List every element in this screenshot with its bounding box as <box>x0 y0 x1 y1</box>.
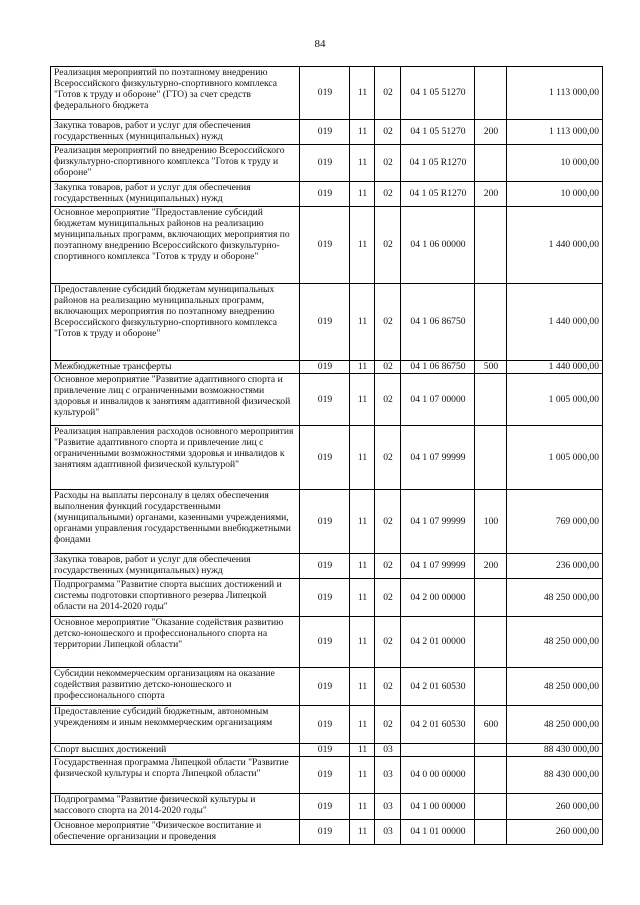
row-amount: 48 250 000,00 <box>507 617 603 668</box>
table-row <box>51 820 603 845</box>
row-target-article: 04 1 07 99999 <box>401 426 475 490</box>
row-subsection-code: 02 <box>375 120 401 145</box>
table-row <box>51 120 603 145</box>
row-subsection-code: 03 <box>375 794 401 820</box>
row-ministry-code: 019 <box>300 426 350 490</box>
row-section-code: 11 <box>350 120 375 145</box>
row-ministry-code: 019 <box>300 744 350 757</box>
table-row <box>51 284 603 361</box>
row-amount: 1 113 000,00 <box>507 67 603 120</box>
row-name: Закупка товаров, работ и услуг для обеспечения государственных (муниципальных) нужд <box>51 120 300 145</box>
table-row <box>51 554 603 579</box>
row-target-article: 04 1 06 00000 <box>401 207 475 284</box>
row-target-article: 04 1 07 99999 <box>401 490 475 554</box>
row-name: Основное мероприятие "Развитие адаптивного спорта и привлечение лиц с ограниченными возможностями здоровья и инвалидов к занятиям адаптивной физической культурой" <box>51 374 300 426</box>
row-name: Подпрограмма "Развитие физической культуры и массового спорта на 2014-2020 годы" <box>51 794 300 820</box>
row-subsection-code: 02 <box>375 67 401 120</box>
row-ministry-code: 019 <box>300 617 350 668</box>
row-target-article: 04 1 05 51270 <box>401 67 475 120</box>
row-ministry-code: 019 <box>300 120 350 145</box>
budget-table-body <box>51 67 603 845</box>
row-ministry-code: 019 <box>300 284 350 361</box>
row-amount: 88 430 000,00 <box>507 744 603 757</box>
row-ministry-code: 019 <box>300 554 350 579</box>
row-section-code: 11 <box>350 617 375 668</box>
row-ministry-code: 019 <box>300 67 350 120</box>
row-amount: 10 000,00 <box>507 182 603 207</box>
row-name: Межбюджетные трансферты <box>51 361 300 374</box>
row-section-code: 11 <box>350 490 375 554</box>
row-name: Спорт высших достижений <box>51 744 300 757</box>
row-amount: 1 440 000,00 <box>507 361 603 374</box>
row-ministry-code: 019 <box>300 374 350 426</box>
table-row <box>51 182 603 207</box>
row-expense-type <box>475 145 507 182</box>
row-section-code: 11 <box>350 744 375 757</box>
table-row <box>51 67 603 120</box>
row-target-article: 04 2 01 60530 <box>401 668 475 706</box>
row-name: Субсидии некоммерческим организациям на оказание содействия развитию детско-юношеского и профессионального спорта <box>51 668 300 706</box>
row-subsection-code: 03 <box>375 744 401 757</box>
row-expense-type <box>475 794 507 820</box>
row-ministry-code: 019 <box>300 579 350 617</box>
row-amount: 10 000,00 <box>507 145 603 182</box>
row-ministry-code: 019 <box>300 794 350 820</box>
row-name: Основное мероприятие "Физическое воспитание и обеспечение организации и проведения <box>51 820 300 845</box>
row-section-code: 11 <box>350 706 375 744</box>
row-section-code: 11 <box>350 554 375 579</box>
row-subsection-code: 02 <box>375 579 401 617</box>
table-row <box>51 794 603 820</box>
row-amount: 48 250 000,00 <box>507 579 603 617</box>
row-section-code: 11 <box>350 361 375 374</box>
budget-table <box>50 66 603 845</box>
row-target-article: 04 1 01 00000 <box>401 820 475 845</box>
row-target-article: 04 1 05 R1270 <box>401 182 475 207</box>
row-expense-type <box>475 744 507 757</box>
row-section-code: 11 <box>350 426 375 490</box>
row-expense-type: 200 <box>475 120 507 145</box>
row-target-article <box>401 744 475 757</box>
row-expense-type <box>475 757 507 794</box>
row-ministry-code: 019 <box>300 706 350 744</box>
table-row <box>51 706 603 744</box>
row-section-code: 11 <box>350 145 375 182</box>
table-row <box>51 744 603 757</box>
row-target-article: 04 2 01 00000 <box>401 617 475 668</box>
row-subsection-code: 03 <box>375 820 401 845</box>
row-expense-type <box>475 374 507 426</box>
row-ministry-code: 019 <box>300 490 350 554</box>
row-amount: 1 440 000,00 <box>507 284 603 361</box>
row-amount: 769 000,00 <box>507 490 603 554</box>
row-expense-type: 200 <box>475 182 507 207</box>
row-target-article: 04 1 00 00000 <box>401 794 475 820</box>
row-section-code: 11 <box>350 284 375 361</box>
row-subsection-code: 02 <box>375 668 401 706</box>
row-amount: 1 113 000,00 <box>507 120 603 145</box>
row-target-article: 04 2 00 00000 <box>401 579 475 617</box>
row-name: Реализация мероприятий по внедрению Всероссийского физкультурно-спортивного комплекса "Готов к труду и обороне" <box>51 145 300 182</box>
row-section-code: 11 <box>350 794 375 820</box>
row-name: Закупка товаров, работ и услуг для обеспечения государственных (муниципальных) нужд <box>51 182 300 207</box>
row-section-code: 11 <box>350 579 375 617</box>
row-expense-type: 500 <box>475 361 507 374</box>
row-amount: 48 250 000,00 <box>507 668 603 706</box>
row-section-code: 11 <box>350 374 375 426</box>
row-expense-type <box>475 284 507 361</box>
row-name: Подпрограмма "Развитие спорта высших достижений и системы подготовки спортивного резерва Липецкой области на 2014-2020 годы" <box>51 579 300 617</box>
row-amount: 1 005 000,00 <box>507 374 603 426</box>
row-target-article: 04 2 01 60530 <box>401 706 475 744</box>
row-name: Предоставление субсидий бюджетам муниципальных районов на реализацию муниципальных программ, включающих мероприятия по поэтапному внедрению Всероссийского физкультурно-спортивного комплекса "Готов к труду и обороне" <box>51 284 300 361</box>
table-row <box>51 374 603 426</box>
page-number: 84 <box>314 38 326 50</box>
row-subsection-code: 02 <box>375 706 401 744</box>
row-name: Основное мероприятие "Предоставление субсидий бюджетам муниципальных районов на реализацию муниципальных программ, включающих мероприятия по поэтапному внедрению Всероссийского физкультурно-спортивного комплекса "Готов к труду и обороне" <box>51 207 300 284</box>
row-target-article: 04 1 05 R1270 <box>401 145 475 182</box>
row-amount: 260 000,00 <box>507 794 603 820</box>
row-expense-type <box>475 668 507 706</box>
row-subsection-code: 02 <box>375 374 401 426</box>
row-name: Предоставление субсидий бюджетным, автономным учреждениям и иным некоммерческим организациям <box>51 706 300 744</box>
row-name: Реализация мероприятий по поэтапному внедрению Всероссийского физкультурно-спортивного комплекса "Готов к труду и обороне" (ГТО) за счет средств федерального бюджета <box>51 67 300 120</box>
row-section-code: 11 <box>350 820 375 845</box>
row-name: Основное мероприятие "Оказание содействия развитию детско-юношеского и профессионального спорта на территории Липецкой области" <box>51 617 300 668</box>
row-subsection-code: 02 <box>375 554 401 579</box>
row-amount: 260 000,00 <box>507 820 603 845</box>
row-subsection-code: 02 <box>375 617 401 668</box>
row-target-article: 04 1 06 86750 <box>401 284 475 361</box>
table-row <box>51 426 603 490</box>
row-subsection-code: 02 <box>375 207 401 284</box>
table-row <box>51 145 603 182</box>
table-row <box>51 757 603 794</box>
table-row <box>51 579 603 617</box>
row-expense-type: 200 <box>475 554 507 579</box>
row-target-article: 04 1 07 99999 <box>401 554 475 579</box>
row-section-code: 11 <box>350 67 375 120</box>
row-target-article: 04 0 00 00000 <box>401 757 475 794</box>
row-subsection-code: 02 <box>375 145 401 182</box>
row-name: Реализация направления расходов основного мероприятия "Развитие адаптивного спорта и привлечение лиц с ограниченными возможностями здоровья и инвалидов к занятиям адаптивной физической культурой" <box>51 426 300 490</box>
row-section-code: 11 <box>350 668 375 706</box>
row-subsection-code: 02 <box>375 361 401 374</box>
row-ministry-code: 019 <box>300 207 350 284</box>
row-name: Государственная программа Липецкой области "Развитие физической культуры и спорта Липецкой области" <box>51 757 300 794</box>
row-amount: 88 430 000,00 <box>507 757 603 794</box>
table-row <box>51 207 603 284</box>
row-expense-type: 100 <box>475 490 507 554</box>
row-section-code: 11 <box>350 757 375 794</box>
row-expense-type <box>475 617 507 668</box>
row-expense-type: 600 <box>475 706 507 744</box>
row-subsection-code: 02 <box>375 426 401 490</box>
row-section-code: 11 <box>350 207 375 284</box>
row-target-article: 04 1 06 86750 <box>401 361 475 374</box>
row-ministry-code: 019 <box>300 182 350 207</box>
row-subsection-code: 02 <box>375 284 401 361</box>
row-target-article: 04 1 05 51270 <box>401 120 475 145</box>
row-target-article: 04 1 07 00000 <box>401 374 475 426</box>
row-expense-type <box>475 579 507 617</box>
table-row <box>51 361 603 374</box>
table-row <box>51 617 603 668</box>
row-expense-type <box>475 207 507 284</box>
row-name: Закупка товаров, работ и услуг для обеспечения государственных (муниципальных) нужд <box>51 554 300 579</box>
row-name: Расходы на выплаты персоналу в целях обеспечения выполнения функций государственными (муниципальными) органами, казенными учреждениями, органами управления государственными внебюджетными фондами <box>51 490 300 554</box>
row-amount: 236 000,00 <box>507 554 603 579</box>
row-section-code: 11 <box>350 182 375 207</box>
row-ministry-code: 019 <box>300 820 350 845</box>
row-ministry-code: 019 <box>300 757 350 794</box>
row-ministry-code: 019 <box>300 668 350 706</box>
row-ministry-code: 019 <box>300 145 350 182</box>
row-ministry-code: 019 <box>300 361 350 374</box>
row-amount: 1 005 000,00 <box>507 426 603 490</box>
row-subsection-code: 03 <box>375 757 401 794</box>
row-subsection-code: 02 <box>375 182 401 207</box>
table-row <box>51 490 603 554</box>
row-expense-type <box>475 820 507 845</box>
row-amount: 1 440 000,00 <box>507 207 603 284</box>
row-expense-type <box>475 67 507 120</box>
row-subsection-code: 02 <box>375 490 401 554</box>
row-expense-type <box>475 426 507 490</box>
row-amount: 48 250 000,00 <box>507 706 603 744</box>
table-row <box>51 668 603 706</box>
